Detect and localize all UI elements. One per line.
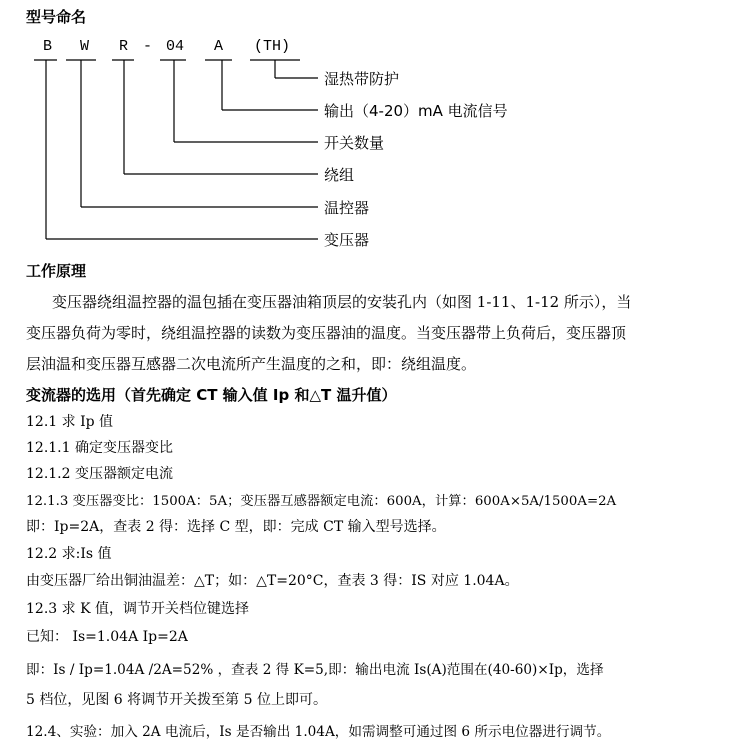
code-b: B xyxy=(43,38,53,55)
principle-line-1: 变压器绕组温控器的温包插在变压器油箱顶层的安装孔内（如图 1-11、1-12 所示），当 xyxy=(52,293,632,311)
naming-heading: 型号命名 xyxy=(26,8,87,26)
selection-line-10: 即：Is / Ip=1.04A /2A=52% ，查表 2 得 K=5,即：输出电流 Is(A)范围在(40-60)×Ip，选择 xyxy=(26,662,604,678)
selection-line-3: 12.1.2 变压器额定电流 xyxy=(26,466,173,482)
code-dash: - xyxy=(143,38,153,55)
selection-line-7: 由变压器厂给出铜油温差：△T；如：△T=20°C，查表 3 得：IS 对应 1.04A。 xyxy=(26,573,519,589)
selection-line-5: 即：Ip=2A，查表 2 得：选择 C 型，即：完成 CT 输入型号选择。 xyxy=(26,519,446,535)
code-r: R xyxy=(119,38,129,55)
label-humid-protection: 湿热带防护 xyxy=(324,70,400,88)
selection-heading: 变流器的选用（首先确定 CT 输入值 Ip 和△T 温升值） xyxy=(26,386,397,404)
selection-line-9: 已知： Is=1.04A Ip=2A xyxy=(26,629,188,645)
label-output-signal: 输出（4-20）mA 电流信号 xyxy=(324,102,508,120)
selection-line-2: 12.1.1 确定变压器变比 xyxy=(26,440,173,456)
label-transformer: 变压器 xyxy=(324,231,370,249)
selection-line-11: 5 档位，见图 6 将调节开关拨至第 5 位上即可。 xyxy=(26,692,327,708)
selection-line-1: 12.1 求 Ip 值 xyxy=(26,414,114,430)
label-thermostat: 温控器 xyxy=(324,199,370,217)
label-switch-count: 开关数量 xyxy=(324,134,385,152)
principle-heading: 工作原理 xyxy=(26,262,87,280)
selection-line-6: 12.2 求:Is 值 xyxy=(26,546,112,562)
naming-connector-lines xyxy=(0,0,750,260)
code-04: 04 xyxy=(166,38,185,55)
selection-line-4: 12.1.3 变压器变比：1500A：5A；变压器互感器额定电流：600A，计算：600A×5A/1500A=2A xyxy=(26,494,617,509)
label-winding: 绕组 xyxy=(324,166,355,184)
principle-line-3: 层油温和变压器互感器二次电流所产生温度的之和，即：绕组温度。 xyxy=(26,355,477,373)
code-th: (TH) xyxy=(254,38,291,55)
selection-line-8: 12.3 求 K 值，调节开关档位键选择 xyxy=(26,601,249,617)
selection-line-12: 12.4、实验：加入 2A 电流后，Is 是否输出 1.04A，如需调整可通过图 6 所示电位器进行调节。 xyxy=(26,724,611,740)
code-w: W xyxy=(80,38,90,55)
code-a: A xyxy=(214,38,224,55)
principle-line-2: 变压器负荷为零时，绕组温控器的读数为变压器油的温度。当变压器带上负荷后，变压器顶 xyxy=(26,324,627,342)
